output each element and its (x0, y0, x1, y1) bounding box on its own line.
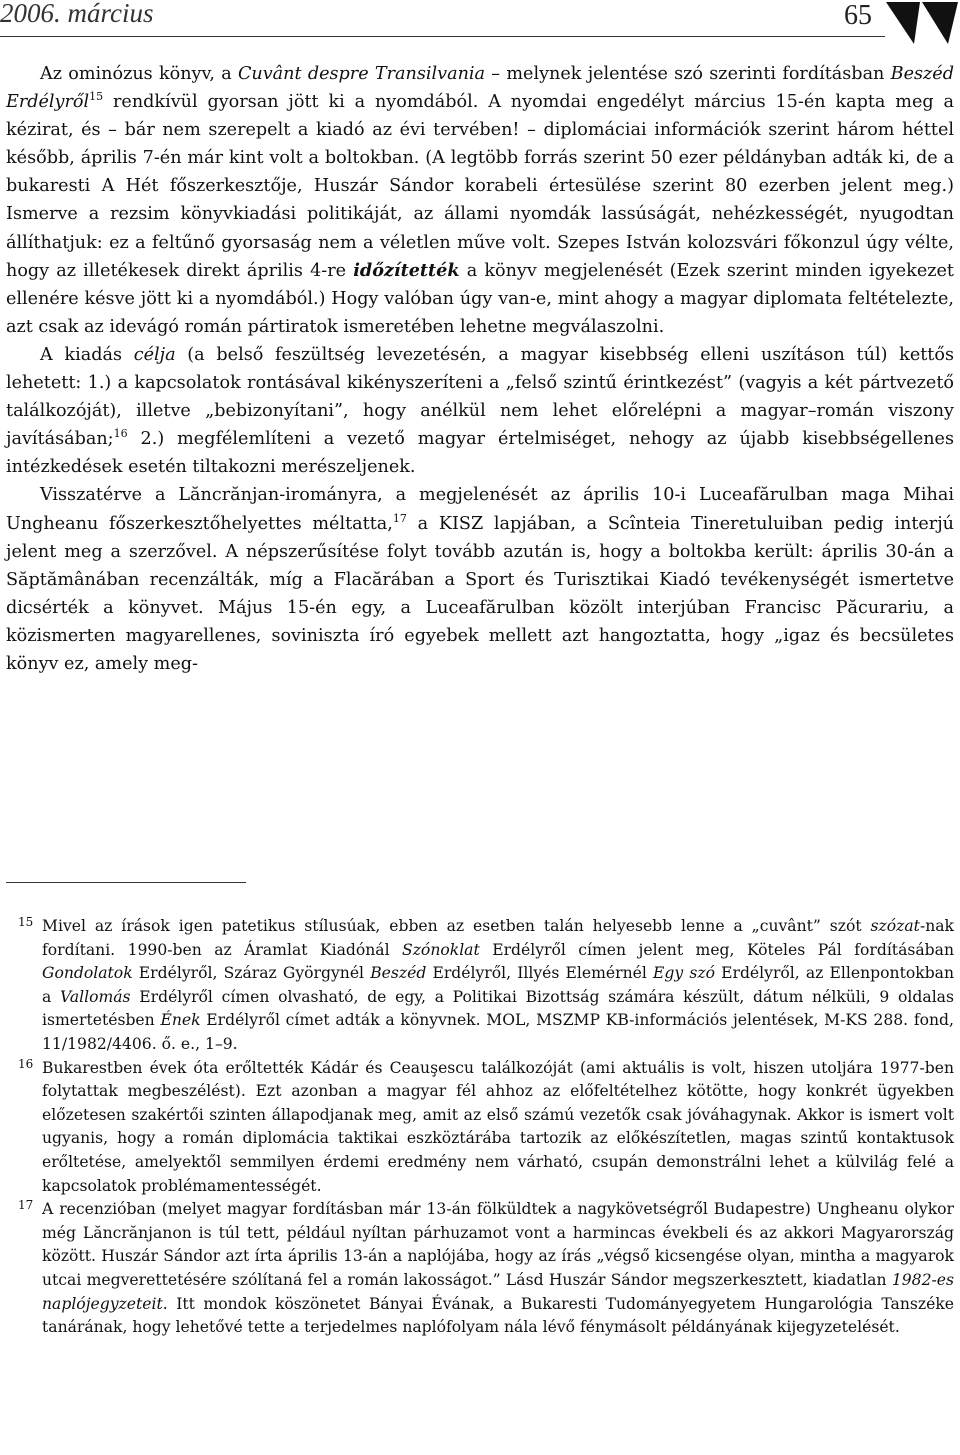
page-header (0, 0, 960, 48)
footnotes (6, 915, 954, 1340)
footnote-17: 17 A recenzióban (melyet magyar fordításban már 13-án fölküldtek a nagykövetségről Budapestre) Ungheanu olykor még Lăncrănjanon is túl tett, például nyíltan párhuzamot vont a harmincas évekbeli és az akkori Magyarország között. Huszár Sándor azt írta április 13-án a naplójába, hogy az írás „végső kicsengése olyan, mintha a magyarok utcai megverettetésére szólítaná fel a román lakosságot.” Lásd Huszár Sándor megszerkesztett, kiadatlan 1982-es naplójegyzeteit. Itt mondok köszönetet Bányai Évának, a Bukaresti Tudományegyetem Hungarológia Tanszéke tanárának, hogy lehetővé tette a terjedelmes naplófolyam nála lévő fénymásolt példányának kijegyzetelését. (6, 1198, 954, 1340)
footnote-ref-16[interactable]: 16 (113, 427, 128, 441)
footnote-ref-17[interactable]: 17 (392, 511, 407, 525)
footnote-16: 16 Bukarestben évek óta erőltették Kádár és Ceauşescu találkozóját (ami aktuális is volt, hiszen utoljára 1977-ben folytattak megbeszélést). Ezt azonban a magyar fél ahhoz az előfeltételhez kötötte, hogy konkrét ügyekben előzetesen szakértői szinten állapodjanak meg, amit az első számú vezetők csak jóváhagynak. Akkor is ismert volt ugyanis, hogy a román diplomácia taktikai eszköztárába tartozik az előkészítetlen, magas szintű kontaktusok erőltetése, amelyektől semmilyen érdemi eredmény nem várható, csupán demonstrálni lehet a külvilág felé a kapcsolatok problémamentességét. (6, 1057, 954, 1199)
footnote-number: 16 (18, 1056, 34, 1071)
paragraph-2: A kiadás célja (a belső feszültség levezetésén, a magyar kisebbség elleni uszításon túl) kettős lehetett: 1.) a kapcsolatok rontásával kikényszeríteni a „felső szintű érintkezést” (vagyis a két pártvezető találkozóját), illetve „bebizonyítani”, hogy anélkül nem lehet előrelépni a magyar–román viszony javításában;$^{16}$ 2.) megfélemlíteni a vezető magyar értelmiséget, nehogy az újabb kisebbségellenes intézkedések esetén tiltakozni merészeljenek. (6, 344, 954, 478)
page-number: 65 (844, 0, 872, 31)
paragraph-1: Az ominózus könyv, a Cuvânt despre Transilvania – melynek jelentése szó szerinti fordításban Beszéd Erdélyről$^{15}$ rendkívül gyorsan jött ki a nyomdából. A nyomdai engedélyt március 15-én kapta meg a kézirat, és – bár nem szerepelt a kiadó az évi tervében! – diplomáciai információk szerint három héttel később, április 7-én már kint volt a boltokban. (A legtöbb forrás szerint 50 ezer példányban adták ki, de a bukaresti A Hét főszerkesztője, Huszár Sándor korabeli értesülése szerint 80 ezerben jelent meg.) Ismerve a rezsim könyvkiadási politikáját, az állami nyomdák lassúságát, nehézkességét, nyugodtan állíthatjuk: ez a feltűnő gyorsaság nem a véletlen műve volt. Szepes István kolozsvári főkonzul úgy vélte, hogy az illetékesek direkt április 4-re időzítették a könyv megjelenését (Ezek szerint minden igyekezet ellenére késve jött ki a nyomdából.) Hogy valóban úgy van-e, mint ahogy a magyar diplomata feltételezte, azt csak az idevágó román pártiratok ismeretében lehetne megválaszolni. (6, 64, 954, 337)
paragraph-3: Visszatérve a Lăncrănjan-irományra, a megjelenését az április 10-i Luceafărulban maga Mihai Ungheanu főszerkesztőhelyettes méltatta,$^{17}$ a KISZ lapjában, a Scînteia Tineretuluiban pedig interjú jelent meg a szerzővel. A népszerűsítése folyt tovább azután is, hogy a boltokba került: április 30-án a Săptămânában recenzálták, míg a Flacărában a Sport és Turisztikai Kiadó tevékenységét ismertetve dicsérték a könyvet. Május 15-én egy, a Luceafărulban közölt interjúban Francisc Păcurariu, a közismerten magyarellenes, soviniszta író egyebek mellett azt hangoztatta, hogy „igaz és becsületes könyv ez, amely meg- (6, 485, 954, 674)
footnote-number: 15 (18, 915, 34, 929)
footnote-ref-15[interactable]: 15 (89, 90, 104, 104)
running-title: 2006. március (0, 0, 154, 28)
header-rule (0, 36, 885, 37)
footnote-number: 17 (18, 1198, 34, 1213)
footnote-15: 15 Mivel az írások igen patetikus stílusúak, ebben az esetben talán helyesebb lenne a „cuvânt” szót szózat-nak fordítani. 1990-ben az Áramlat Kiadónál Szónoklat Erdélyről címen jelent meg, Köteles Pál fordításában Gondolatok Erdélyről, Száraz Györgynél Beszéd Erdélyről, Illyés Elemérnél Egy szó Erdélyről, az Ellenpontokban a Vallomás Erdélyről címen olvasható, de egy, a Politikai Bizottság számára készült, dátum nélküli, 9 oldalas ismertetésben Ének Erdélyről címet adták a könyvnek. MOL, MSZMP KB-információs jelentések, M-KS 288. fond, 11/1982/4406. ő. e., 1–9. (6, 915, 954, 1057)
body-text (6, 60, 954, 678)
header-ornament-icon (886, 2, 958, 44)
footnote-rule (6, 882, 246, 883)
